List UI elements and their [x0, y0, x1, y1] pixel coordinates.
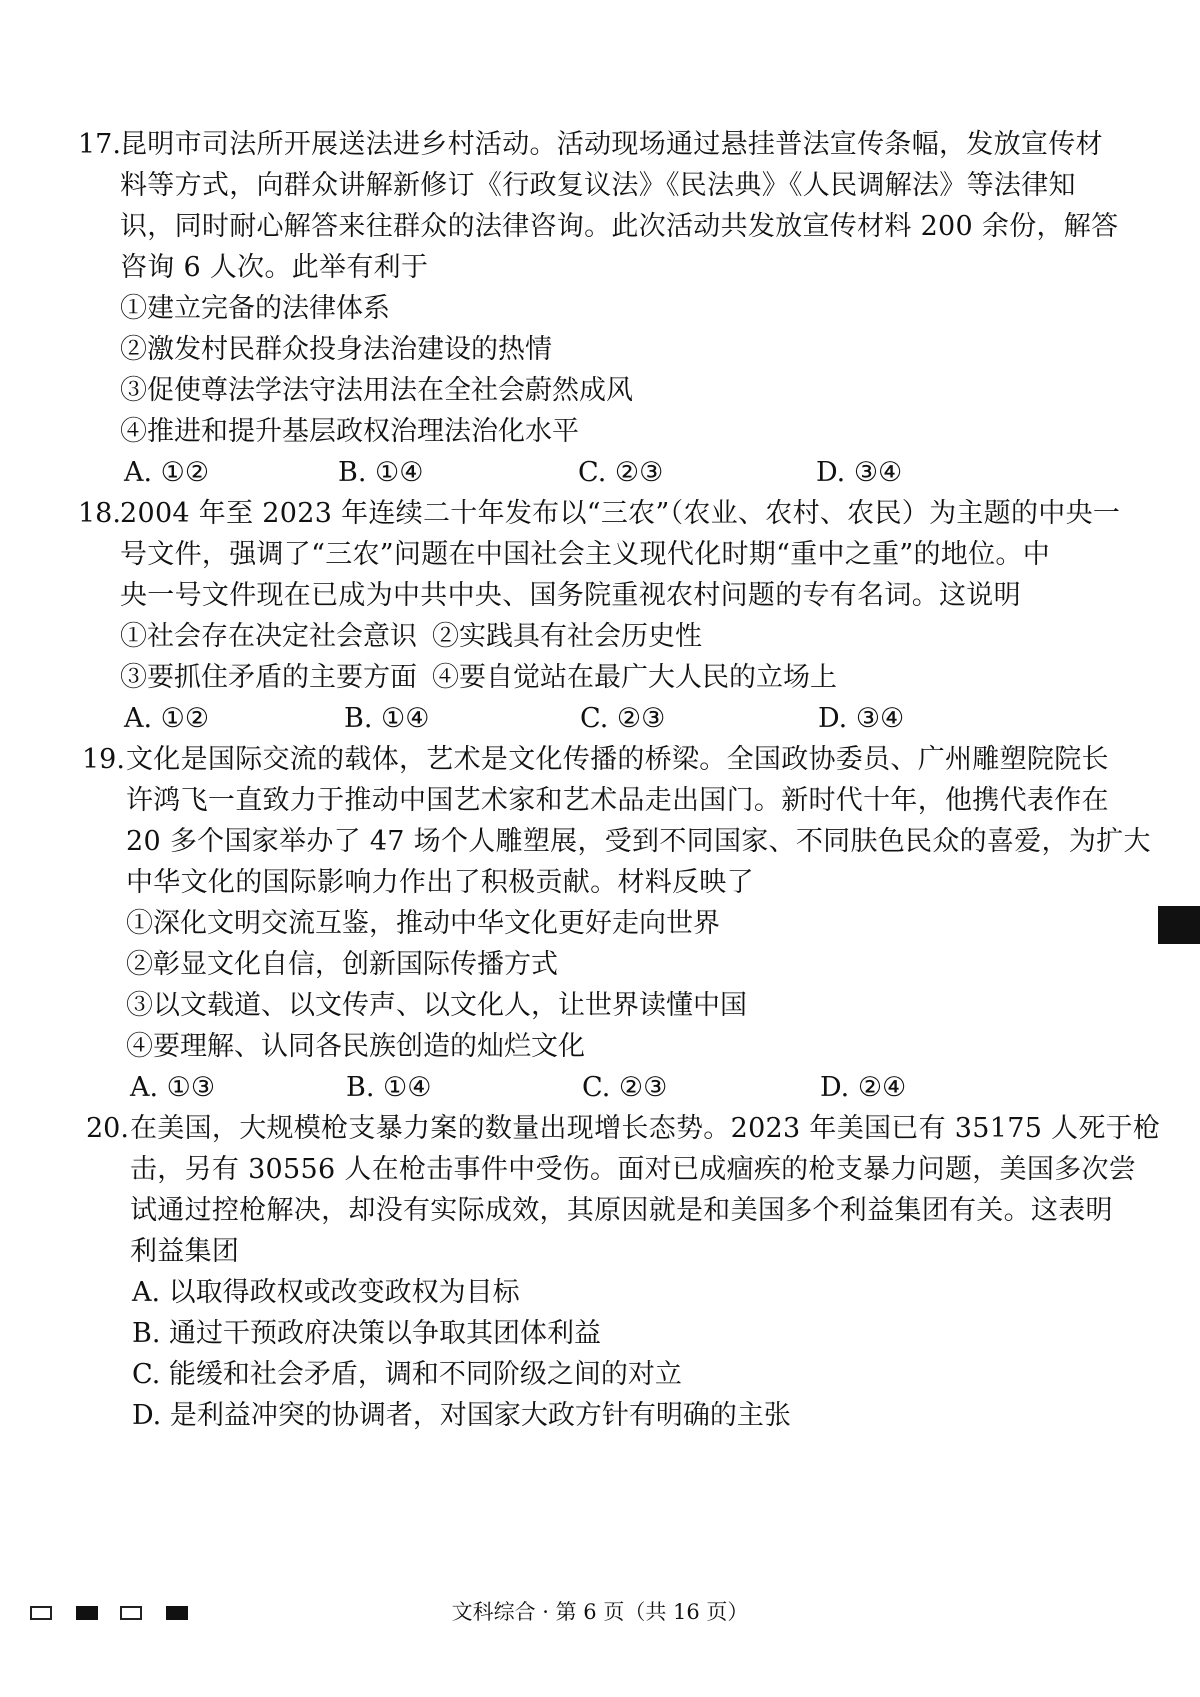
- statement-4: ④要理解、认同各民族创造的灿烂文化: [126, 1031, 585, 1062]
- question-number: 19.: [82, 744, 125, 775]
- stem-line: 利益集团: [130, 1236, 240, 1267]
- choice-a: A. ①③: [130, 1072, 216, 1103]
- statement-1: ①建立完备的法律体系: [120, 293, 390, 324]
- statement-3: ③促使尊法学法守法用法在全社会蔚然成风: [120, 375, 633, 406]
- page-footer: [0, 1597, 1200, 1627]
- stem-line: 在美国，大规模枪支暴力案的数量出现增长态势。2023 年美国已有 35175 人死于枪: [130, 1113, 1161, 1144]
- question-number: 20.: [86, 1113, 129, 1144]
- choice-d: D. ③④: [816, 457, 903, 488]
- stem-line: 识，同时耐心解答来往群众的法律咨询。此次活动共发放宣传材料 200 余份，解答: [120, 211, 1119, 242]
- choice-b: B. ①④: [346, 1072, 432, 1103]
- option-a: A. 以取得政权或改变政权为目标: [132, 1277, 520, 1308]
- stem-line: 20 多个国家举办了 47 场个人雕塑展，受到不同国家、不同肤色民众的喜爱，为扩大: [126, 826, 1151, 857]
- choice-b: B. ①④: [344, 703, 430, 734]
- stem-line: 试通过控枪解决，却没有实际成效，其原因就是和美国多个利益集团有关。这表明: [130, 1195, 1113, 1226]
- choice-c: C. ②③: [580, 703, 666, 734]
- choice-c: C. ②③: [578, 457, 664, 488]
- stem-line: 击，另有 30556 人在枪击事件中受伤。面对已成痼疾的枪支暴力问题，美国多次尝: [130, 1154, 1137, 1185]
- stem-line: 许鸿飞一直致力于推动中国艺术家和艺术品走出国门。新时代十年，他携代表作在: [126, 785, 1109, 816]
- statement-2: ②激发村民群众投身法治建设的热情: [120, 334, 552, 365]
- statement-2: ②实践具有社会历史性: [432, 621, 702, 652]
- choice-d: D. ②④: [820, 1072, 907, 1103]
- statement-4: ④要自觉站在最广大人民的立场上: [432, 662, 837, 693]
- statement-3: ③以文载道、以文传声、以文化人，让世界读懂中国: [126, 990, 747, 1021]
- question-number: 17.: [78, 129, 121, 160]
- option-d: D. 是利益冲突的协调者，对国家大政方针有明确的主张: [132, 1400, 791, 1431]
- stem-line: 中华文化的国际影响力作出了积极贡献。材料反映了: [126, 867, 754, 898]
- page-edge-marker: [1158, 906, 1200, 944]
- statement-4: ④推进和提升基层政权治理法治化水平: [120, 416, 579, 447]
- stem-line: 2004 年至 2023 年连续二十年发布以“三农”（农业、农村、农民）为主题的中央一: [120, 498, 1121, 529]
- statement-1: ①社会存在决定社会意识: [120, 621, 417, 652]
- option-c: C. 能缓和社会矛盾，调和不同阶级之间的对立: [132, 1359, 682, 1390]
- statement-2: ②彰显文化自信，创新国际传播方式: [126, 949, 558, 980]
- choice-c: C. ②③: [582, 1072, 668, 1103]
- statement-3: ③要抓住矛盾的主要方面: [120, 662, 417, 693]
- stem-line: 咨询 6 人次。此举有利于: [120, 252, 429, 283]
- choice-a: A. ①②: [124, 457, 210, 488]
- stem-line: 文化是国际交流的载体，艺术是文化传播的桥梁。全国政协委员、广州雕塑院院长: [126, 744, 1109, 775]
- page-number-label: 文科综合 · 第 6 页（共 16 页）: [451, 1600, 749, 1624]
- question-number: 18.: [78, 498, 121, 529]
- choice-b: B. ①④: [338, 457, 424, 488]
- stem-line: 料等方式，向群众讲解新修订《行政复议法》《民法典》《人民调解法》等法律知: [120, 170, 1076, 201]
- stem-line: 昆明市司法所开展送法进乡村活动。活动现场通过悬挂普法宣传条幅，发放宣传材: [120, 129, 1103, 160]
- choice-d: D. ③④: [818, 703, 905, 734]
- stem-line: 号文件，强调了“三农”问题在中国社会主义现代化时期“重中之重”的地位。中: [120, 539, 1051, 570]
- stem-line: 央一号文件现在已成为中共中央、国务院重视农村问题的专有名词。这说明: [120, 580, 1021, 611]
- option-b: B. 通过干预政府决策以争取其团体利益: [132, 1318, 602, 1349]
- choice-a: A. ①②: [124, 703, 210, 734]
- statement-1: ①深化文明交流互鉴，推动中华文化更好走向世界: [126, 908, 720, 939]
